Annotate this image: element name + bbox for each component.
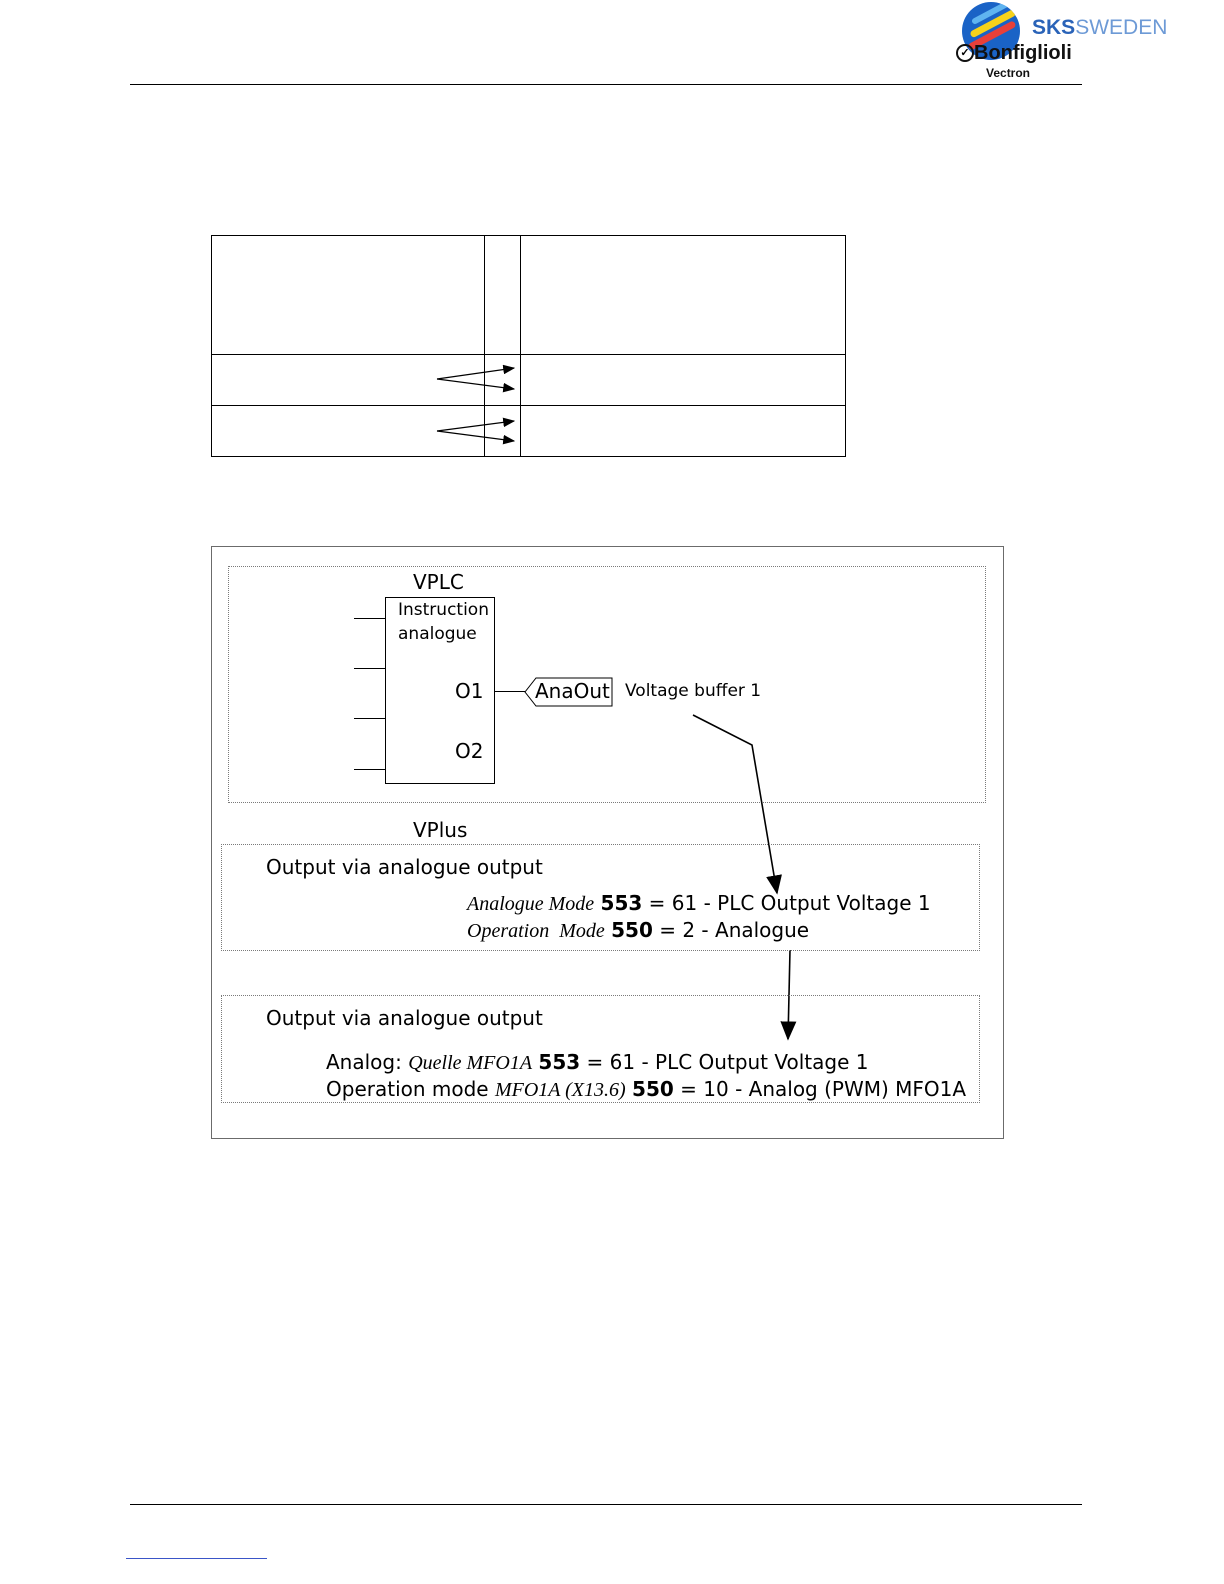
vectron-wordmark: Vectron	[986, 66, 1031, 80]
bonfiglioli-wordmark: Bonfiglioli	[974, 42, 1072, 64]
bonfiglioli-check-icon: ✓	[956, 44, 974, 62]
sks-sweden-wordmark: SKSSWEDEN	[1032, 16, 1168, 39]
instruction-label-line1: Instruction	[398, 600, 489, 620]
output-o1-label: O1	[455, 679, 484, 703]
box2-line2: Operation mode MFO1A (X13.6) 550 = 10 - Analog (PWM) MFO1A	[326, 1077, 967, 1101]
box1-line1: Analogue Mode 553 = 61 - PLC Output Voltage 1	[467, 891, 931, 915]
footer-rule	[130, 1504, 1082, 1505]
anaout-label: AnaOut	[535, 679, 610, 703]
instruction-label-line2: analogue	[398, 624, 477, 644]
box1-heading: Output via analogue output	[266, 855, 543, 879]
footer-link-underline[interactable]	[126, 1558, 267, 1559]
output-o2-label: O2	[455, 739, 484, 763]
vplus-title: VPlus	[413, 818, 468, 842]
box2-line1: Analog: Quelle MFO1A 553 = 61 - PLC Output Voltage 1	[326, 1050, 869, 1074]
box1-line2: Operation Mode 550 = 2 - Analogue	[467, 918, 810, 942]
vplc-title: VPLC	[413, 570, 464, 594]
voltage-buffer-label: Voltage buffer 1	[625, 681, 762, 701]
box2-heading: Output via analogue output	[266, 1006, 543, 1030]
